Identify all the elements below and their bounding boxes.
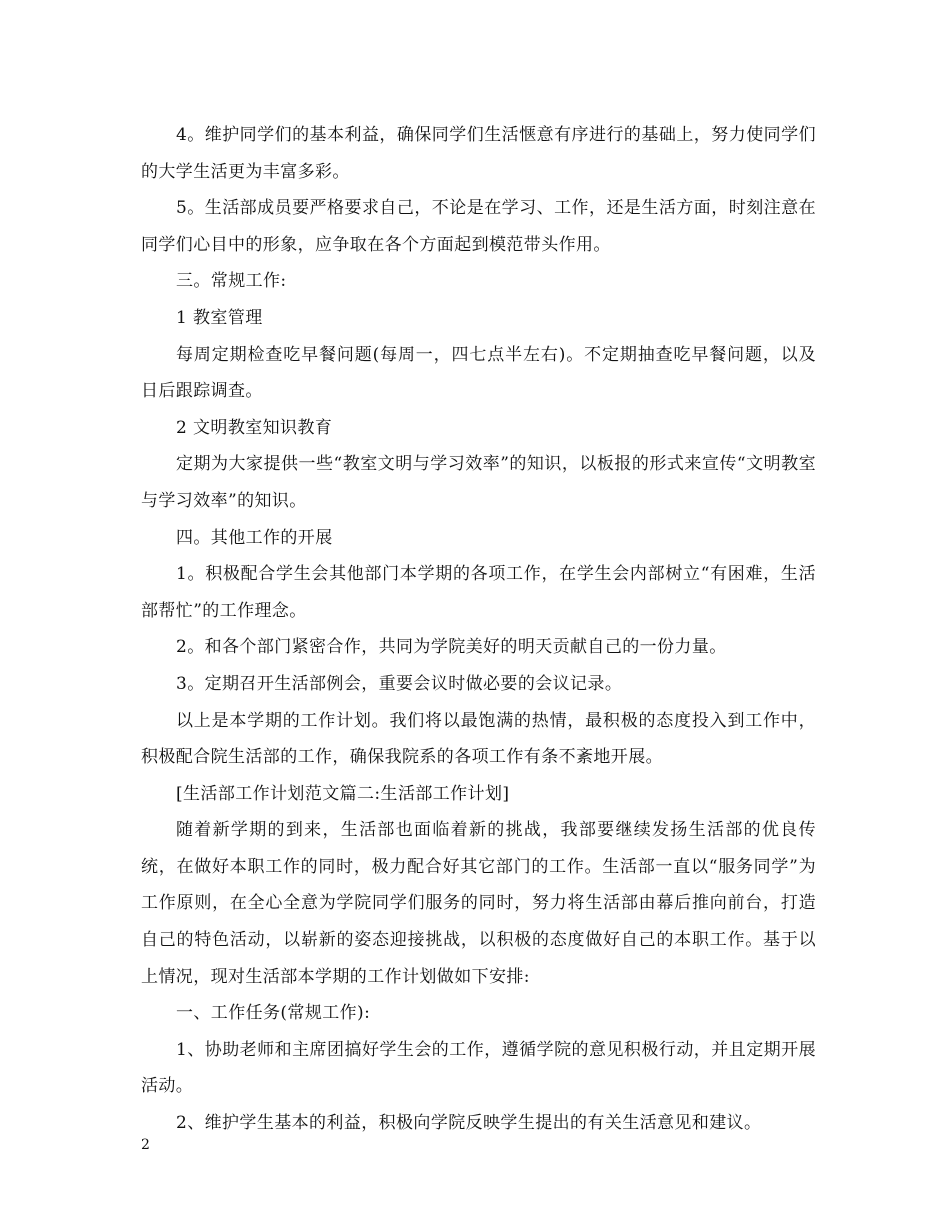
paragraph: 5。生活部成员要严格要求自己，不论是在学习、工作，还是生活方面，时刻注意在同学们心目中的形象，应争取在各个方面起到模范带头作用。 bbox=[141, 198, 816, 255]
paragraph: 3。定期召开生活部例会，重要会议时做必要的会议记录。 bbox=[176, 673, 623, 694]
paragraph: 2。和各个部门紧密合作，共同为学院美好的明天贡献自己的一份力量。 bbox=[176, 637, 727, 658]
paragraph: 每周定期检查吃早餐问题(每周一，四七点半左右)。不定期抽查吃早餐问题，以及日后跟踪调查。 bbox=[141, 344, 816, 402]
paragraph: 随着新学期的到来，生活部也面临着新的挑战，我部要继续发扬生活部的优良传统，在做好本职工作的同时，极力配合好其它部门的工作。生活部一直以“服务同学”为工作原则，在全心全意为学院同学们服务的同时，努力将生活部由幕后推向前台，打造自己的特色活动，以崭新的姿态迎接挑战，以积极的态度做好自己的本职工作。基于以上情况，现对生活部本学期的工作计划做如下安排: bbox=[141, 820, 816, 987]
section-heading: 三。常规工作: bbox=[176, 271, 287, 292]
paragraph: 以上是本学期的工作计划。我们将以最饱满的热情，最积极的态度投入到工作中，积极配合院生活部的工作，确保我院系的各项工作有条不紊地开展。 bbox=[141, 710, 816, 768]
section-heading: 四。其他工作的开展 bbox=[176, 527, 333, 548]
subsection-heading: 2 文明教室知识教育 bbox=[176, 417, 333, 438]
paragraph: 2、维护学生基本的利益，积极向学院反映学生提出的有关生活意见和建议。 bbox=[176, 1113, 762, 1134]
subsection-heading: 1 教室管理 bbox=[176, 307, 263, 328]
paragraph: 4。维护同学们的基本利益，确保同学们生活惬意有序进行的基础上，努力使同学们的大学生活更为丰富多彩。 bbox=[141, 125, 816, 182]
paragraph: 1、协助老师和主席团搞好学生会的工作，遵循学院的意见积极行动，并且定期开展活动。 bbox=[141, 1039, 816, 1097]
page-number: 2 bbox=[141, 1137, 150, 1153]
paragraph: 定期为大家提供一些“教室文明与学习效率”的知识，以板报的形式来宣传“文明教室与学习效率”的知识。 bbox=[141, 454, 816, 511]
paragraph: 1。积极配合学生会其他部门本学期的各项工作，在学生会内部树立“有困难，生活部帮忙”的工作理念。 bbox=[141, 564, 816, 621]
article-title: [生活部工作计划范文篇二:生活部工作计划] bbox=[176, 783, 510, 804]
document-body bbox=[141, 117, 816, 1142]
section-heading: 一、工作任务(常规工作): bbox=[176, 1003, 371, 1024]
